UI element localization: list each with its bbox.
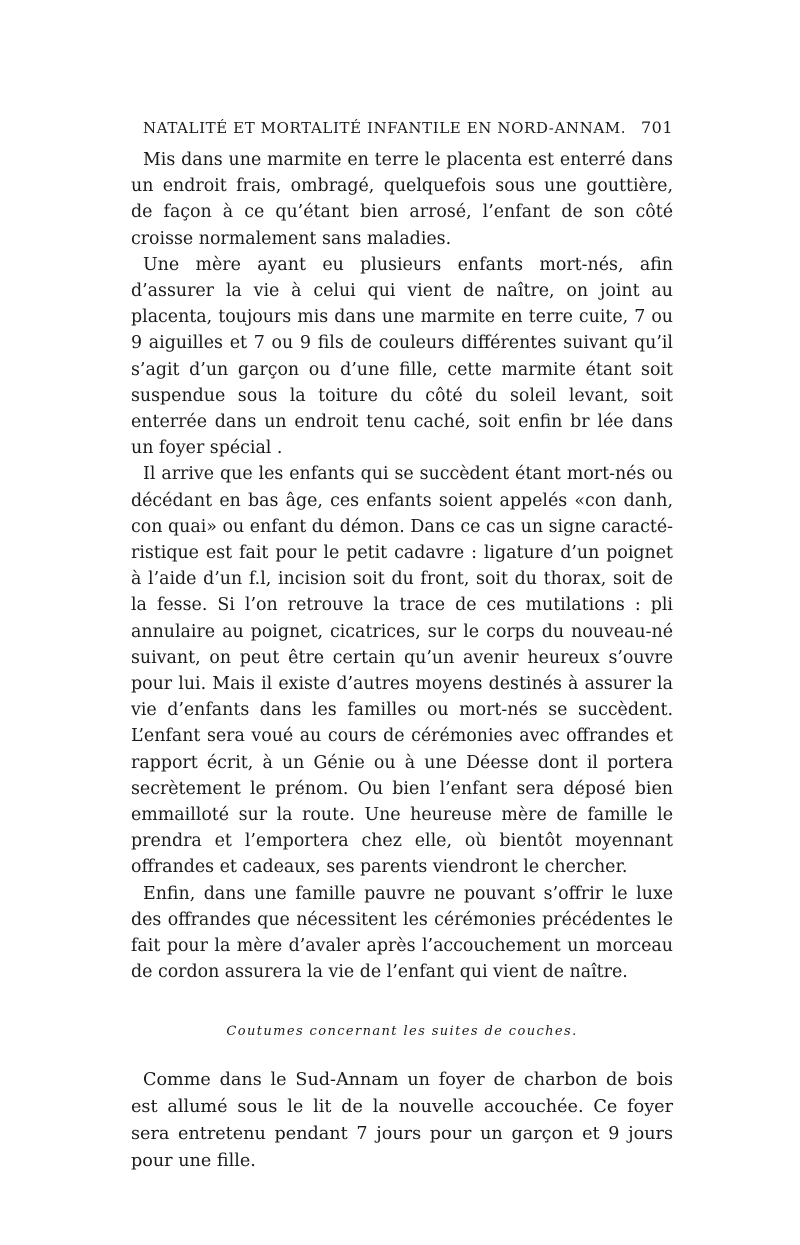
running-head [131,118,673,137]
section-heading: Coutumes concernant les suites de couches. [226,1023,578,1039]
running-head-title: NATALITÉ ET MORTALITÉ INFANTILE EN NORD-ANNAM. [143,119,627,137]
paragraph-famille-pauvre: Enfin, dans une famille pauvre ne pouvant s’offrir le luxe des offrandes que nécessitent les cérémonies précédentes le fait pour la mère d’avaler après l’accouchement un morceau de cordon assurera la vie de l’enfant qui vient de naître. [131,883,673,983]
paragraph-placenta: Mis dans une marmite en terre le placenta est enterré dans un endroit frais, ombragé, quelquefois sous une gouttière, de façon à ce qu’étant bien arrosé, l’enfant de son côté croisse normalement sans maladies. [131,150,673,249]
book-page [131,118,673,1175]
paragraph-mort-nes: Une mère ayant eu plusieurs enfants mort-nés, afin d’assurer la vie à celui qui vient de naître, on joint au placenta, toujours mis dans une marmite en terre cuite, 7 ou 9 aiguilles et 7 ou 9 fils de couleurs différentes suivant qu’il s’agit d’un garçon ou d’une fille, cette marmite étant soit suspendue sous la toiture du côté du soleil levant, soit enterrée dans un endroit tenu caché, soit enfin br lée dans un foyer spécial . [131,254,673,459]
paragraph-suites-couches: Comme dans le Sud-Annam un foyer de charbon de bois est allumé sous le lit de la nouvelle accouchée. Ce foyer sera entretenu pendant 7 jours pour un garçon et 9 jours pour une fille. [131,1069,673,1171]
page-number: 701 [640,118,673,137]
paragraph-enfant-demon: Il arrive que les enfants qui se succèdent étant mort-nés ou décédant en bas âge, ces enfants soient appelés «con danh, con quai» ou enfant du démon. Dans ce cas un signe caractéristique est fait pour le petit cadavre : ligature d’un poignet à l’aide d’un f.l, incision soit du front, soit du thorax, soit de la fesse. Si l’on retrouve la trace de ces mutilations : pli annulaire au poignet, cicatrices, sur le corps du nouveau-né suivant, on peut être certain qu’un avenir heureux s’ouvre pour lui. Mais il existe d’autres moyens destinés à assurer la vie d’enfants dans les familles ou mort-nés se succèdent. L’enfant sera voué au cours de cérémonies avec offrandes et rapport écrit, à un Génie ou à une Déesse dont il portera secrètement le prénom. Ou bien l’enfant sera déposé bien emmailloté sur la route. Une heureuse mère de famille le prendra et l’emportera chez elle, où bientôt moyennant offrandes et cadeaux, ses parents viendront le chercher. [131,464,673,878]
